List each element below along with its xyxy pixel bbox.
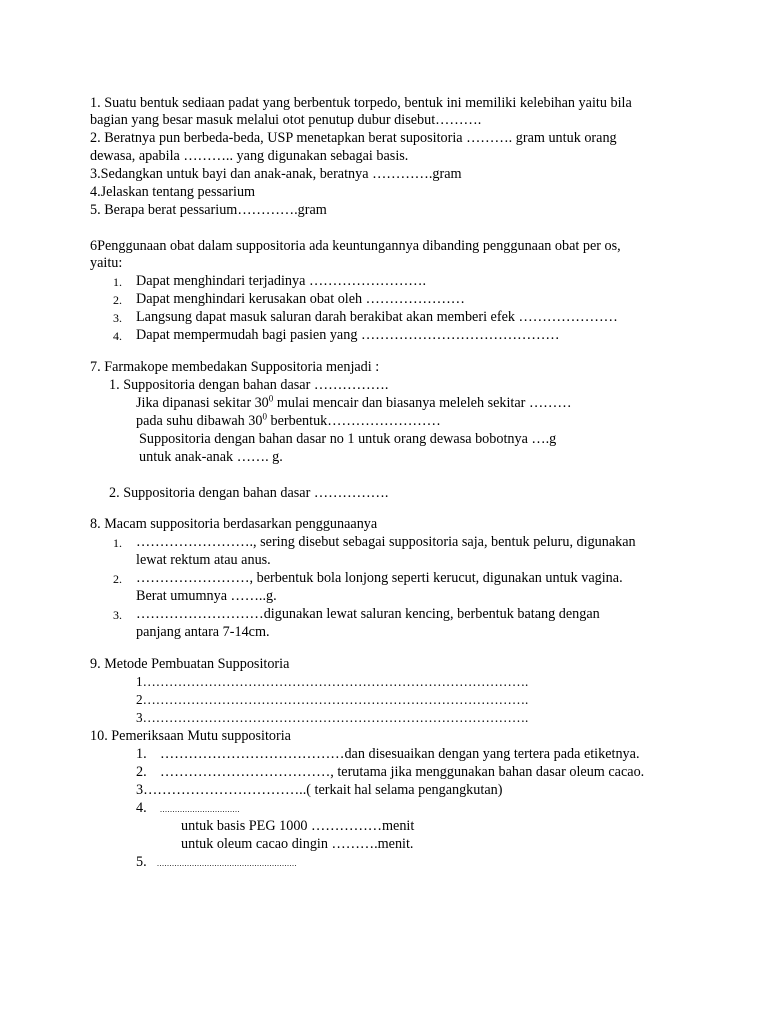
- q4: 4.Jelaskan tentang pessarium: [90, 184, 256, 200]
- q6-item-text: Dapat menghindari terjadinya …………………….: [136, 273, 426, 289]
- q10-item1: …………………………………dan disesuaikan dengan yang tertera pada etiketnya.: [160, 746, 640, 762]
- q6-item-num: 2.: [113, 293, 122, 307]
- q10-oleum: untuk oleum cacao dingin ……….menit.: [181, 836, 414, 852]
- q10-item-num: 4.: [136, 800, 147, 816]
- q8-item-line1: ……………………., sering disebut sebagai suppositoria saja, bentuk peluru, digunakan: [136, 534, 636, 550]
- q9-blank-line: 3…………………………………………………………………………….: [136, 710, 529, 725]
- q9-blank-line: 1…………………………………………………………………………….: [136, 674, 529, 689]
- q9-blank-line: 2…………………………………………………………………………….: [136, 692, 529, 707]
- q8-item-num: 2.: [113, 572, 122, 586]
- q7-melt-text-2: mulai mencair dan biasanya meleleh sekitar ………: [273, 395, 572, 411]
- q2-line2: dewasa, apabila ……….. yang digunakan sebagai basis.: [90, 148, 409, 164]
- degree-sup: 0: [268, 393, 274, 404]
- q7-title: 7. Farmakope membedakan Suppositoria menjadi :: [90, 359, 380, 375]
- q7-sub2: 2. Suppositoria dengan bahan dasar …………….: [109, 485, 389, 501]
- q7-temp-text: pada suhu dibawah 30: [136, 413, 263, 429]
- degree-sup: 0: [262, 411, 267, 422]
- q7-adult: Suppositoria dengan bahan dasar no 1 untuk orang dewasa bobotnya ….g: [139, 431, 557, 447]
- q7-sub1: 1. Suppositoria dengan bahan dasar …………….: [109, 377, 389, 393]
- q7-temp-text-2: berbentuk……………………: [266, 413, 441, 429]
- q10-item5-blank: ........................................................: [157, 859, 297, 868]
- q10-peg: untuk basis PEG 1000 ……………menit: [181, 818, 415, 834]
- q6-item-num: 4.: [113, 329, 122, 343]
- q8-item-line2: panjang antara 7-14cm.: [136, 624, 270, 640]
- q6-item-text: Langsung dapat masuk saluran darah berakibat akan memberi efek …………………: [136, 309, 618, 325]
- q6-item-text: Dapat mempermudah bagi pasien yang ……………………………………: [136, 327, 560, 343]
- q6-line1: 6Penggunaan obat dalam suppositoria ada keuntungannya dibanding penggunaan obat per os,: [90, 238, 621, 254]
- q10-item4-blank: ................................: [160, 805, 240, 814]
- q8-title: 8. Macam suppositoria berdasarkan penggunaanya: [90, 516, 378, 532]
- q10-item-num: 5.: [136, 854, 147, 870]
- q8-item-line1: ……………………, berbentuk bola lonjong seperti kerucut, digunakan untuk vagina.: [136, 570, 623, 586]
- q3: 3.Sedangkan untuk bayi dan anak-anak, beratnya ………….gram: [90, 166, 462, 182]
- q8-item-line1: ………………………digunakan lewat saluran kencing, berbentuk batang dengan: [136, 606, 600, 622]
- q7-melt-line: [136, 394, 572, 412]
- q7-temp-line: [136, 412, 441, 430]
- q1-line2: bagian yang besar masuk melalui otot penutup dubur disebut……….: [90, 112, 482, 128]
- q10-item-num: 2.: [136, 764, 147, 780]
- q6-item-num: 1.: [113, 275, 122, 289]
- q10-item-num: 1.: [136, 746, 147, 762]
- q7-melt-text: Jika dipanasi sekitar 30: [136, 395, 269, 411]
- q10-item3: 3……………………………..( terkait hal selama pengangkutan): [136, 782, 503, 798]
- q8-item-num: 3.: [113, 608, 122, 622]
- q10-title: 10. Pemeriksaan Mutu suppositoria: [90, 728, 291, 744]
- q7-child: untuk anak-anak ……. g.: [139, 449, 283, 465]
- q10-item2: ………………………………, terutama jika menggunakan bahan dasar oleum cacao.: [160, 764, 645, 780]
- q8-item-num: 1.: [113, 536, 122, 550]
- q6-item-num: 3.: [113, 311, 122, 325]
- q8-item-line2: Berat umumnya ……..g.: [136, 588, 277, 604]
- q5: 5. Berapa berat pessarium………….gram: [90, 202, 327, 218]
- q6-line2: yaitu:: [90, 255, 123, 271]
- q8-item-line2: lewat rektum atau anus.: [136, 552, 271, 568]
- q9-title: 9. Metode Pembuatan Suppositoria: [90, 656, 290, 672]
- q1-line1: 1. Suatu bentuk sediaan padat yang berbentuk torpedo, bentuk ini memiliki kelebihan yaitu bila: [90, 95, 632, 111]
- q6-item-text: Dapat menghindari kerusakan obat oleh …………………: [136, 291, 465, 307]
- q2-line1: 2. Beratnya pun berbeda-beda, USP menetapkan berat supositoria ………. gram untuk orang: [90, 130, 617, 146]
